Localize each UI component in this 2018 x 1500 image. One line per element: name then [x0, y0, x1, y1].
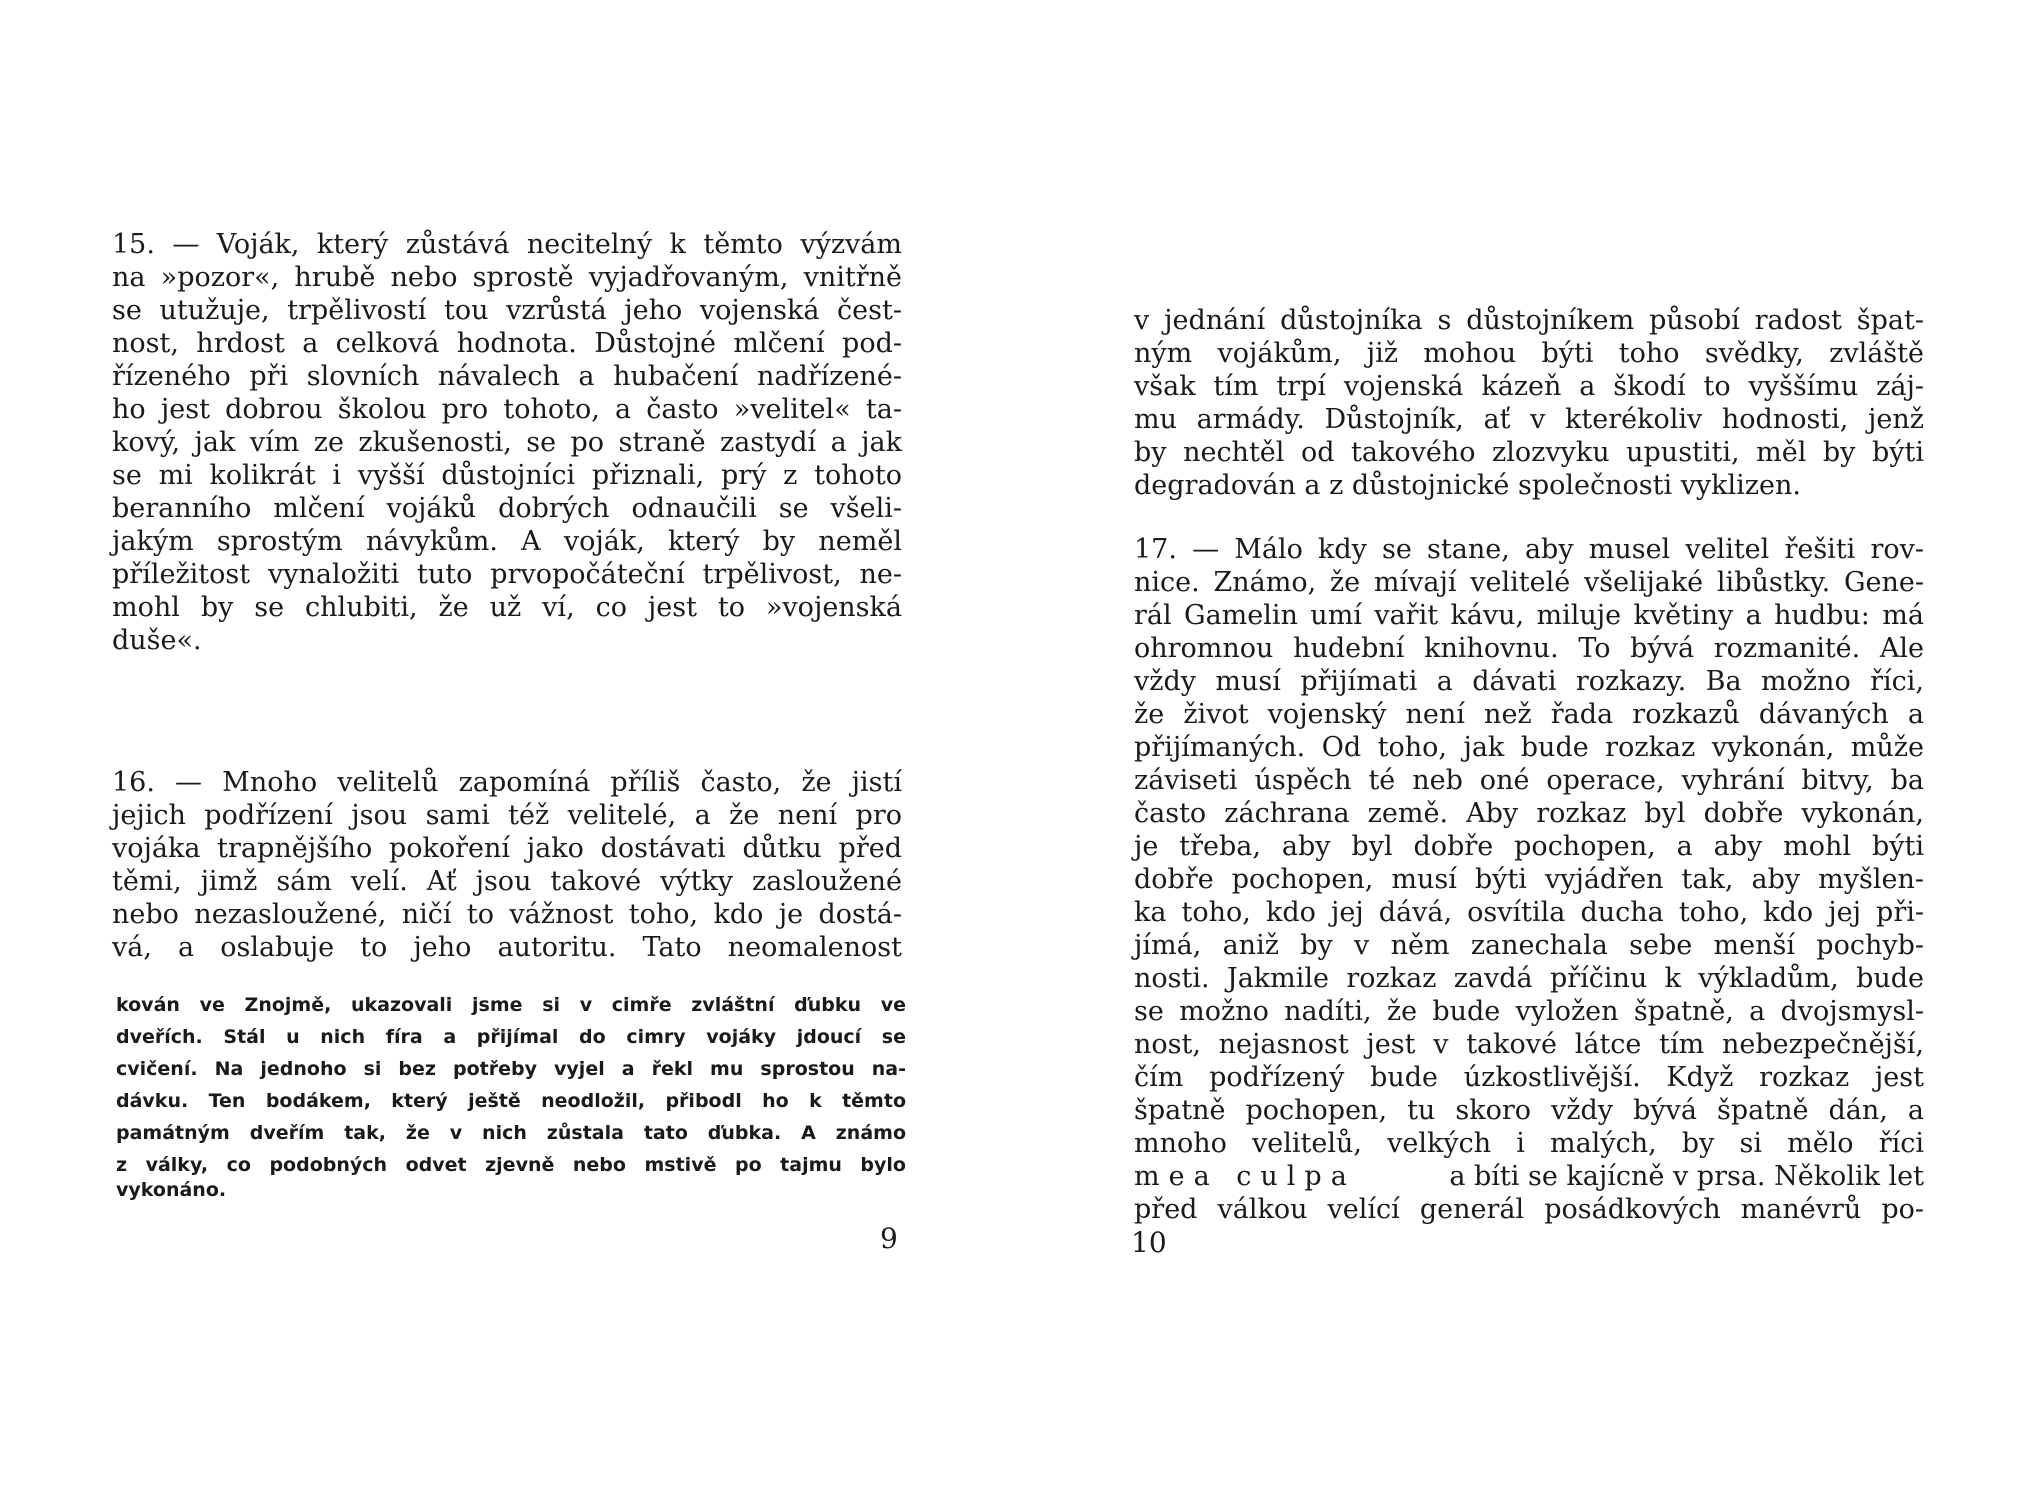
text-line: před válkou velící generál posádkových manévrů po-: [1134, 1194, 1924, 1225]
text-line: se utužuje, trpělivostí tou vzrůstá jeho vojenská čest-: [112, 295, 902, 326]
text-line: mnoho velitelů, velkých i malých, by si mělo říci: [1134, 1128, 1924, 1159]
text-line: se možno nadíti, že bude vyložen špatně, a dvojsmysl-: [1134, 996, 1924, 1027]
page-number: 9: [880, 1222, 898, 1255]
footnote-line: cvičení. Na jednoho si bez potřeby vyjel a řekl mu sprostou na-: [116, 1058, 906, 1080]
text-line: vojáka trapnějšího pokoření jako dostávati důtku před: [112, 833, 902, 864]
text-line: přijímaných. Od toho, jak bude rozkaz vykonán, může: [1134, 732, 1924, 763]
page-number: 10: [1131, 1226, 1167, 1259]
text-line: v jednání důstojníka s důstojníkem působí radost špat-: [1134, 305, 1924, 336]
footnote-line: památným dveřím tak, že v nich zůstala tato ďubka. A známo: [116, 1122, 906, 1144]
text-line: často záchrana země. Aby rozkaz byl dobře vykonán,: [1134, 798, 1924, 829]
text-line: 16. — Mnoho velitelů zapomíná příliš často, že jistí: [112, 767, 902, 798]
text-line: jakým sprostým návykům. A voják, který by neměl: [112, 526, 902, 557]
text-line: mohl by se chlubiti, že už ví, co jest to »vojenská: [112, 592, 902, 623]
text-line: by nechtěl od takového zlozvyku upustiti, měl by býti: [1134, 437, 1924, 468]
text-line: duše«.: [112, 625, 202, 656]
footnote-line: z války, co podobných odvet zjevně nebo mstivě po tajmu bylo: [116, 1154, 906, 1176]
text-line: ohromnou hudební knihovnu. To bývá rozmanité. Ale: [1134, 633, 1924, 664]
footnote-line: dávku. Ten bodákem, který ještě neodložil, přibodl ho k těmto: [116, 1090, 906, 1112]
text-line: degradován a z důstojnické společnosti vyklizen.: [1134, 470, 1801, 501]
text-line: rál Gamelin umí vařit kávu, miluje květiny a hudbu: má: [1134, 600, 1924, 631]
text-line: nost, hrdost a celková hodnota. Důstojné mlčení pod-: [112, 328, 902, 359]
spaced-emphasis: mea culpa: [1134, 1161, 1356, 1192]
footnote-line: kován ve Znojmě, ukazovali jsme si v cimře zvláštní ďubku ve: [116, 994, 906, 1016]
text-line: mu armády. Důstojník, ať v kterékoliv hodnosti, jenž: [1134, 404, 1924, 435]
text-line: beranního mlčení vojáků dobrých odnaučili se všeli-: [112, 493, 902, 524]
text-line: záviseti úspěch té neb oné operace, vyhrání bitvy, ba: [1134, 765, 1924, 796]
text-line: vždy musí přijímati a dávati rozkazy. Ba možno říci,: [1134, 666, 1924, 697]
text-line: 15. — Voják, který zůstává necitelný k těmto výzvám: [112, 229, 902, 260]
text-line: těmi, jimž sám velí. Ať jsou takové výtky zasloužené: [112, 866, 902, 897]
text-line: nosti. Jakmile rozkaz zavdá příčinu k výkladům, bude: [1134, 963, 1924, 994]
text-line: jejich podřízení jsou sami též velitelé, a že není pro: [112, 800, 902, 831]
text-line: špatně pochopen, tu skoro vždy bývá špatně dán, a: [1134, 1095, 1924, 1126]
right-page: [1009, 0, 2018, 1500]
text-line: 17. — Málo kdy se stane, aby musel velitel řešiti rov-: [1134, 534, 1924, 565]
text-line: však tím trpí vojenská kázeň a škodí to vyššímu záj-: [1134, 371, 1924, 402]
text-line-mea-culpa: [1134, 1160, 1924, 1193]
footnote-line: vykonáno.: [116, 1179, 227, 1201]
text-line: vá, a oslabuje to jeho autoritu. Tato neomalenost: [112, 932, 902, 963]
text-line: nice. Známo, že mívají velitelé všelijaké libůstky. Gene-: [1134, 567, 1924, 598]
text-line: kový, jak vím ze zkušenosti, se po straně zastydí a jak: [112, 427, 902, 458]
text-line: ným vojákům, již mohou býti toho svědky, zvláště: [1134, 338, 1924, 369]
text-line: je třeba, aby byl dobře pochopen, a aby mohl býti: [1134, 831, 1924, 862]
text-line: na »pozor«, hrubě nebo sprostě vyjadřovaným, vnitřně: [112, 262, 902, 293]
text-line: nebo nezasloužené, ničí to vážnost toho, kdo je dostá-: [112, 899, 902, 930]
text-line: čím podřízený bude úzkostlivější. Když rozkaz jest: [1134, 1062, 1924, 1093]
text-fragment: a bíti se kajícně v prsa. Několik let: [1449, 1161, 1924, 1192]
text-line: jímá, aniž by v něm zanechala sebe menší pochyb-: [1134, 930, 1924, 961]
text-line: že život vojenský není než řada rozkazů dávaných a: [1134, 699, 1924, 730]
text-line: ka toho, kdo jej dává, osvítila ducha toho, kdo jej při-: [1134, 897, 1924, 928]
text-line: nost, nejasnost jest v takové látce tím nebezpečnější,: [1134, 1029, 1924, 1060]
footnote-line: dveřích. Stál u nich fíra a přijímal do cimry vojáky jdoucí se: [116, 1026, 906, 1048]
text-line: ho jest dobrou školou pro tohoto, a často »velitel« ta-: [112, 394, 902, 425]
text-line: se mi kolikrát i vyšší důstojníci přiznali, prý z tohoto: [112, 460, 902, 491]
text-line: dobře pochopen, musí býti vyjádřen tak, aby myšlen-: [1134, 864, 1924, 895]
text-line: řízeného při slovních návalech a hubačení nadřízené-: [112, 361, 902, 392]
text-line: příležitost vynaložiti tuto prvopočáteční trpělivost, ne-: [112, 559, 902, 590]
